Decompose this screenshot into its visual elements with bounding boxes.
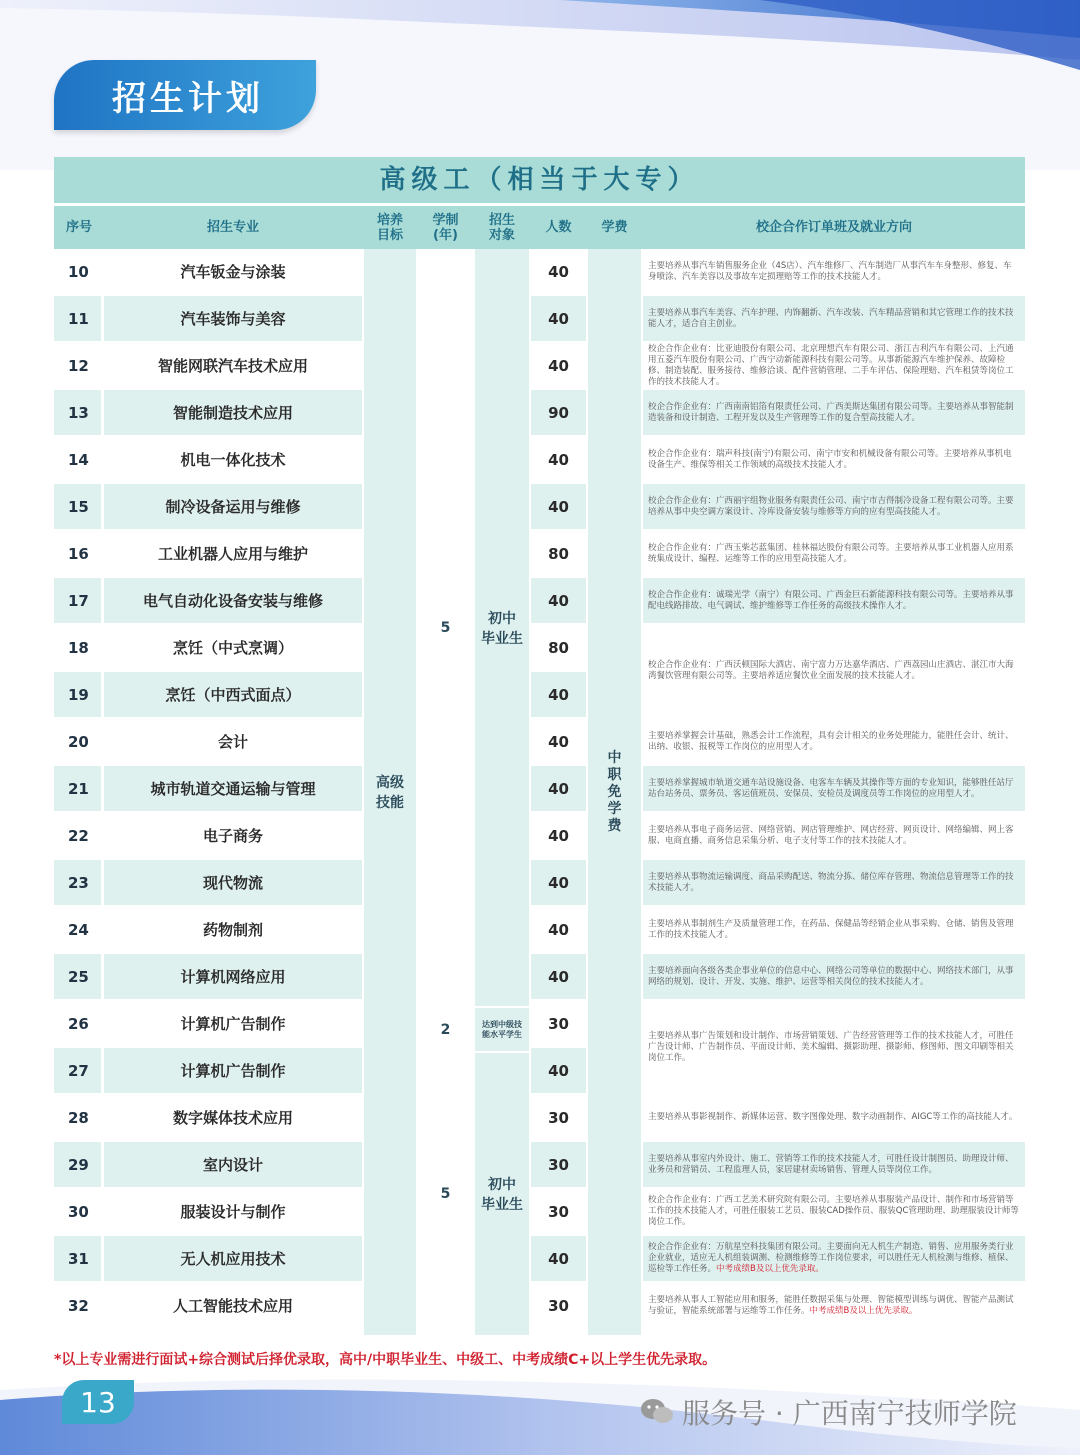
enrollment-count: 40	[531, 578, 586, 623]
row-number: 19	[54, 672, 101, 717]
career-direction	[643, 1189, 1025, 1234]
row-number: 17	[54, 578, 101, 623]
career-direction-text: 主要培养掌握城市轨道交通车站设施设备、电客车车辆及其操作等方面的专业知识，能够胜任站厅站台站务员、票务员、客运值班员、安保员、安检员及调度员等工作岗位的应用型人才。	[648, 777, 1014, 799]
enrollment-count: 40	[531, 719, 586, 764]
row-number: 29	[54, 1142, 101, 1187]
row-number: 12	[54, 343, 101, 388]
enrollment-count: 40	[531, 813, 586, 858]
major-name: 工业机器人应用与维护	[104, 531, 362, 576]
major-name: 城市轨道交通运输与管理	[104, 766, 362, 811]
career-direction-text: 主要培养从事物流运输调度、商品采购配送、物流分拣、储位库存管理、物流信息管理等工作的技术技能人才。	[648, 871, 1014, 893]
target-cell-b: 达到中级技 能水平学生	[475, 1008, 529, 1051]
major-name: 智能制造技术应用	[104, 390, 362, 435]
wechat-icon	[640, 1398, 674, 1426]
row-number: 28	[54, 1095, 101, 1140]
career-direction-text: 校企合作企业有：万航星空科技集团有限公司。主要面向无人机生产制造、销售、应用服务类行业企业就业，适应无人机组装调测、检测维修等工作岗位要求，可以胜任无人机检测与维修、植保、巡检等工作任务。	[648, 1242, 1014, 1274]
enrollment-count: 30	[531, 1283, 586, 1328]
major-name: 烹饪（中西式面点）	[104, 672, 362, 717]
career-direction	[643, 766, 1025, 811]
row-number: 14	[54, 437, 101, 482]
priority-note: 中考成绩B及以上优先录取。	[809, 1305, 918, 1316]
career-direction	[643, 390, 1025, 435]
career-direction-text: 主要培养掌握会计基础，熟悉会计工作流程，具有会计相关的业务处理能力，能胜任会计、统计、出纳、收银、报税等工作岗位的应用型人才。	[648, 730, 1014, 752]
major-name: 药物制剂	[104, 907, 362, 952]
enrollment-count: 40	[531, 907, 586, 952]
career-direction-text: 主要培养从事制剂生产及质量管理工作，在药品、保健品等经销企业从事采购、仓储、销售及管理工作的技术技能人才。	[648, 918, 1014, 940]
enrollment-count: 90	[531, 390, 586, 435]
enrollment-count: 30	[531, 1142, 586, 1187]
enrollment-count: 40	[531, 1236, 586, 1281]
row-number: 26	[54, 1001, 101, 1046]
career-direction-text: 校企合作企业有：诚瑞光学（南宁）有限公司、广西金巨石新能源科技有限公司等。主要培养从事配电线路排故、电气调试、维护维修等工作任务的高级技术操作人才。	[648, 589, 1014, 611]
enrollment-count: 30	[531, 1001, 586, 1046]
major-name: 汽车装饰与美容	[104, 296, 362, 341]
career-direction-text: 校企合作企业有：瑞声科技(南宁)有限公司、南宁市安和机械设备有限公司等。主要培养从事机电设备生产、维保等相关工作领域的高级技术技能人才。	[648, 448, 1012, 470]
watermark-text: 服务号 · 广西南宁技师学院	[682, 1397, 1017, 1430]
career-direction-text: 主要培养面向各级各类企事业单位的信息中心、网络公司等单位的数据中心、网络技术部门，从事网络的规划、设计、开发、实施、维护、运营等相关岗位的技术技能人才。	[648, 965, 1014, 987]
enrollment-count: 40	[531, 296, 586, 341]
row-number: 15	[54, 484, 101, 529]
header-people: 人数	[545, 220, 572, 235]
header-fee: 学费	[601, 220, 628, 235]
career-direction	[643, 1236, 1025, 1281]
major-name: 人工智能技术应用	[104, 1283, 362, 1328]
career-direction	[643, 531, 1025, 576]
enrollment-count: 30	[531, 1189, 586, 1234]
enrollment-count: 40	[531, 860, 586, 905]
career-direction	[643, 578, 1025, 623]
row-number: 32	[54, 1283, 101, 1328]
target-cell-c: 初中 毕业生	[475, 1053, 529, 1335]
career-direction-text: 校企合作企业有：广西丽宇组物业服务有限责任公司、南宁市吉得制冷设备工程有限公司等。主要培养从事中央空调方案设计、冷库设备安装与维修等方向的应有型高技能人才。	[648, 495, 1014, 517]
career-direction-text: 校企合作企业有：广西玉柴芯蓝集团、桂林福达股份有限公司等。主要培养从事工业机器人应用系统集成设计、编程、运维等工作的应用型高技能人才。	[648, 542, 1014, 564]
enrollment-count: 40	[531, 766, 586, 811]
major-name: 计算机广告制作	[104, 1001, 362, 1046]
footnote: *以上专业需进行面试+综合测试后择优录取，高中/中职毕业生、中级工、中考成绩C+以上学生优先录取。	[54, 1352, 717, 1368]
major-name: 智能网联汽车技术应用	[104, 343, 362, 388]
career-direction-text: 校企合作企业有：比亚迪股份有限公司、北京理想汽车有限公司、浙江吉利汽车有限公司、上汽通用五菱汽车股份有限公司、广西宁动新能源科技有限公司等。从事新能源汽车维护保养、故障检修、制造装配、服务接待、维修洽谈、配件营销管理、二手车评估、保险理赔、汽车租赁等岗位工作的技术技能人才。	[648, 343, 1014, 387]
row-number: 20	[54, 719, 101, 764]
enrollment-count: 40	[531, 672, 586, 717]
major-name: 服装设计与制作	[104, 1189, 362, 1234]
career-direction	[643, 1001, 1025, 1093]
page-number: 13	[62, 1380, 134, 1424]
career-direction	[643, 437, 1025, 482]
row-number: 22	[54, 813, 101, 858]
career-direction	[643, 249, 1025, 294]
career-direction	[643, 296, 1025, 341]
enrollment-count: 40	[531, 484, 586, 529]
row-number: 10	[54, 249, 101, 294]
header-years: 学制 (年)	[432, 212, 459, 243]
row-number: 18	[54, 625, 101, 670]
years-cell-b: 2	[418, 1008, 473, 1051]
goal-cell: 高级 技能	[364, 249, 416, 1335]
major-name: 机电一体化技术	[104, 437, 362, 482]
row-number: 13	[54, 390, 101, 435]
career-direction-text: 主要培养从事人工智能应用和服务，能胜任数据采集与处理、智能模型训练与调优、智能产品测试与验证，智能系统部署与运维等工作任务。	[648, 1294, 1014, 1316]
priority-note: 中考成绩B及以上优先录取。	[716, 1264, 824, 1274]
row-number: 27	[54, 1048, 101, 1093]
row-number: 16	[54, 531, 101, 576]
career-direction-text: 主要培养从事汽车美容、汽车护理、内饰翻新、汽车改装、汽车精品营销和其它管理工作的技术技能人才，适合自主创业。	[648, 307, 1014, 329]
career-direction-text: 校企合作企业有：广西工艺美术研究院有限公司。主要培养从事服装产品设计、制作和市场营销等工作的技术技能人才，可胜任服装工艺员、服装CAD操作员、服装QC管理助理、助理服装设计师等岗位工作。	[648, 1195, 1019, 1227]
career-direction-text: 主要培养从事影视制作、新媒体运营、数字图像处理、数字动画制作、AIGC等工作的高技能人才。	[648, 1112, 1018, 1122]
major-name: 电气自动化设备安装与维修	[104, 578, 362, 623]
header-desc: 校企合作订单班及就业方向	[755, 220, 912, 235]
enrollment-table	[54, 157, 1025, 1316]
major-name: 汽车钣金与涂装	[104, 249, 362, 294]
career-direction	[643, 860, 1025, 905]
career-direction	[643, 1095, 1025, 1140]
table-body	[54, 249, 1025, 1335]
major-name: 烹饪（中式烹调）	[104, 625, 362, 670]
row-number: 24	[54, 907, 101, 952]
career-direction-text: 主要培养从事广告策划和设计制作、市场营销策划、广告经营管理等工作的技术技能人才，可胜任广告设计师、广告制作员、平面设计师、美术编辑、摄影助理、摄影师、修图师、图文印刷等相关岗位工作。	[648, 1030, 1014, 1063]
row-number: 11	[54, 296, 101, 341]
row-number: 21	[54, 766, 101, 811]
enrollment-count: 80	[531, 531, 586, 576]
section-banner	[54, 60, 316, 130]
row-number: 25	[54, 954, 101, 999]
target-cell-a: 初中 毕业生	[475, 249, 529, 1006]
career-direction	[643, 1142, 1025, 1187]
years-cell-a: 5	[418, 249, 473, 1006]
header-major: 招生专业	[206, 220, 259, 235]
career-direction-text: 主要培养从事室内外设计、施工、营销等工作的技术技能人才，可胜任设计制图员、助理设计师、业务员和营销员、工程监理人员，家居建材卖场销售、管理人员等岗位工作。	[648, 1153, 1014, 1175]
header-target: 招生 对象	[488, 212, 515, 243]
enrollment-count: 30	[531, 1095, 586, 1140]
career-direction-text: 校企合作企业有：广西南南铝箔有限责任公司、广西美斯达集团有限公司等。主要培养从事智能制造装备和设计制造、工程开发以及生产管理等工作的复合型高技能人才。	[648, 401, 1014, 423]
watermark	[640, 1392, 1017, 1432]
row-number: 23	[54, 860, 101, 905]
enrollment-count: 40	[531, 437, 586, 482]
major-name: 计算机广告制作	[104, 1048, 362, 1093]
table-title: 高级工（相当于大专）	[54, 157, 1025, 206]
major-name: 制冷设备运用与维修	[104, 484, 362, 529]
career-direction-text: 校企合作企业有：广西沃顿国际大酒店、南宁富力万达嘉华酒店、广西荔园山庄酒店、湛江市大海湾餐饮管理有限公司等。主要培养适应餐饮业全面发展的技术技能人才。	[648, 660, 1014, 681]
major-name: 会计	[104, 719, 362, 764]
career-direction	[643, 1283, 1025, 1328]
major-name: 数字媒体技术应用	[104, 1095, 362, 1140]
career-direction	[643, 484, 1025, 529]
years-cell-c: 5	[418, 1053, 473, 1335]
career-direction	[643, 813, 1025, 858]
major-name: 电子商务	[104, 813, 362, 858]
career-direction	[643, 343, 1025, 388]
career-direction-text: 主要培养从事汽车销售服务企业（4S店）、汽车维修厂、汽车制造厂从事汽车车身整形、修复、车身喷涂、汽车美容以及事故车定损理赔等工作的技术技能人才。	[648, 260, 1012, 282]
career-direction	[643, 719, 1025, 764]
career-direction-text: 主要培养从事电子商务运营、网络营销、网店管理维护、网店经营、网页设计、网络编辑、网上客服、电商直播、商务信息采集分析、电子支付等工作的技术技能人才。	[648, 824, 1014, 846]
fee-cell: 中 职 免 学 费	[588, 249, 641, 1335]
row-number: 31	[54, 1236, 101, 1281]
career-direction	[643, 954, 1025, 999]
enrollment-count: 80	[531, 625, 586, 670]
enrollment-count: 40	[531, 249, 586, 294]
career-direction	[643, 907, 1025, 952]
header-num: 序号	[65, 220, 92, 235]
banner-title: 招生计划	[112, 78, 264, 119]
major-name: 无人机应用技术	[104, 1236, 362, 1281]
table-header	[54, 206, 1025, 249]
row-number: 30	[54, 1189, 101, 1234]
major-name: 计算机网络应用	[104, 954, 362, 999]
enrollment-count: 40	[531, 343, 586, 388]
header-goal: 培养 目标	[376, 212, 403, 243]
major-name: 现代物流	[104, 860, 362, 905]
career-direction	[643, 625, 1025, 717]
enrollment-count: 40	[531, 1048, 586, 1093]
major-name: 室内设计	[104, 1142, 362, 1187]
enrollment-count: 40	[531, 954, 586, 999]
